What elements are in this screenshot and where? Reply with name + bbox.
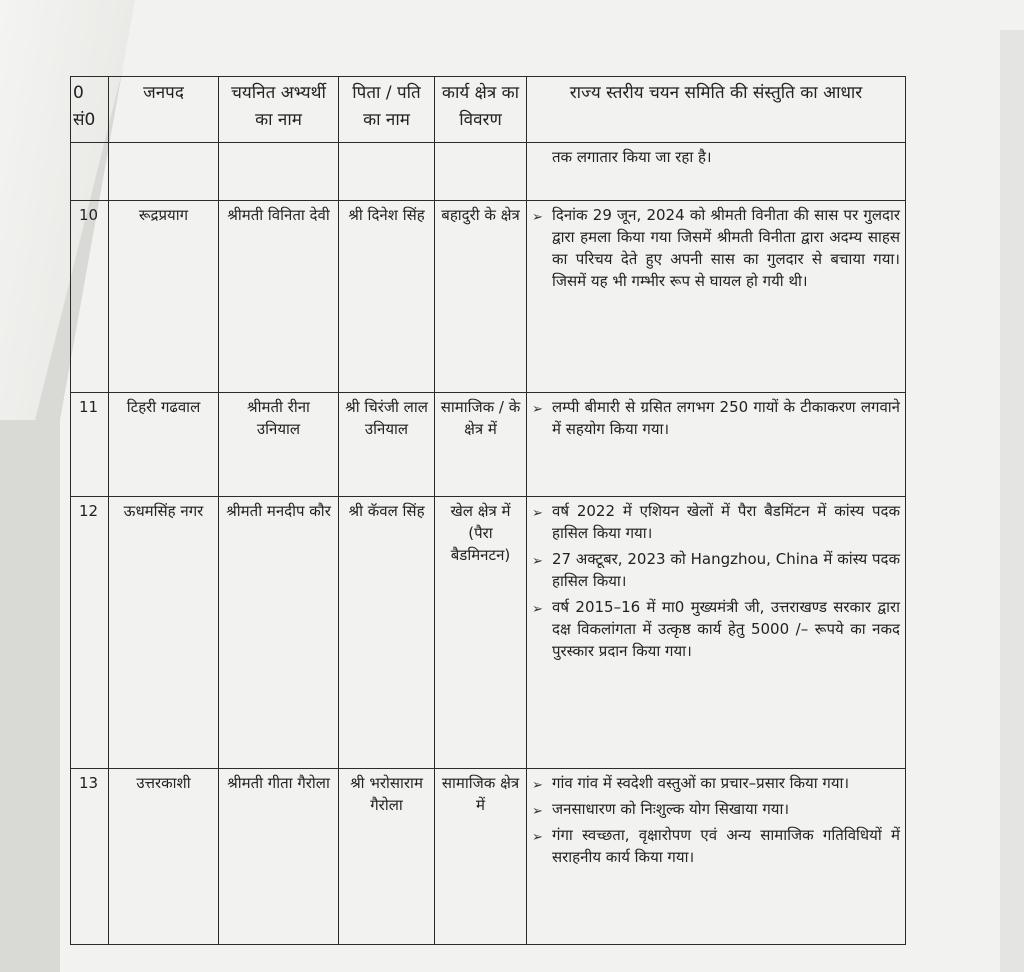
arrow-bullet-icon: ➢ — [532, 778, 543, 793]
basis-point: ➢ गंगा स्वच्छता, वृक्षारोपण एवं अन्य सामाजिक गतिविधियों में सराहनीय कार्य किया गया। — [532, 826, 900, 866]
district: रूद्रप्रयाग — [109, 201, 219, 393]
father-husband-name: श्री चिरंजी लाल उनियाल — [339, 393, 435, 497]
header-candidate-name: चयनित अभ्यर्थी का नाम — [219, 77, 339, 143]
serial-number: 12 — [71, 497, 109, 769]
table-row — [71, 497, 906, 769]
district: ऊधमसिंह नगर — [109, 497, 219, 769]
basis-points — [532, 772, 900, 868]
basis-point: ➢ लम्पी बीमारी से ग्रसित लगभग 250 गायों के टीकाकरण लगवाने में सहयोग किया गया। — [532, 398, 900, 438]
father-husband-name: श्री दिनेश सिंह — [339, 201, 435, 393]
work-area: सामाजिक क्षेत्र में — [435, 769, 527, 945]
header-father-husband-name: पिता / पति का नाम — [339, 77, 435, 143]
basis-point: ➢ वर्ष 2015–16 में मा0 मुख्यमंत्री जी, उत्तराखण्ड सरकार द्वारा दक्ष विकलांगता में उत्कृष्ठ कार्य हेतु 5000 /– रूपये का नकद पुरस्कार प्रदान किया गया। — [532, 598, 900, 660]
sheet-edge — [1000, 30, 1024, 972]
basis-point: ➢ गांव गांव में स्वदेशी वस्तुओं का प्रचार–प्रसार किया गया। — [532, 772, 900, 794]
district: टिहरी गढवाल — [109, 393, 219, 497]
serial-number: 10 — [71, 201, 109, 393]
basis-point: ➢ दिनांक 29 जून, 2024 को श्रीमती विनीता की सास पर गुलदार द्वारा हमला किया गया जिसमें श्रीमती विनीता द्वारा अदम्य साहस का परिचय देते हुए अपनी सास का गुलदार से बचाया गया। जिसमें यह भी गम्भीर रूप से घायल हो गयी थी। — [532, 206, 900, 290]
arrow-bullet-icon: ➢ — [532, 602, 543, 617]
work-area: सामाजिक / के क्षेत्र में — [435, 393, 527, 497]
candidate-name: श्रीमती मनदीप कौर — [219, 497, 339, 769]
arrow-bullet-icon: ➢ — [532, 402, 543, 417]
work-area: बहादुरी के क्षेत्र — [435, 201, 527, 393]
basis-points — [532, 204, 900, 292]
arrow-bullet-icon: ➢ — [532, 506, 543, 521]
table-row — [71, 769, 906, 945]
candidate-name: श्रीमती विनिता देवी — [219, 201, 339, 393]
basis-points — [532, 396, 900, 440]
arrow-bullet-icon: ➢ — [532, 830, 543, 845]
candidate-name: श्रीमती रीना उनियाल — [219, 393, 339, 497]
basis-points — [532, 500, 900, 662]
table-row — [71, 201, 906, 393]
serial-number: 13 — [71, 769, 109, 945]
arrow-bullet-icon: ➢ — [532, 210, 543, 225]
header-work-area: कार्य क्षेत्र का विवरण — [435, 77, 527, 143]
district: उत्तरकाशी — [109, 769, 219, 945]
awardees-table — [70, 76, 906, 945]
serial-number: 11 — [71, 393, 109, 497]
basis-point: ➢ वर्ष 2022 में एशियन खेलों में पैरा बैडमिंटन में कांस्य पदक हासिल किया गया। — [532, 502, 900, 542]
basis-point: ➢ जनसाधारण को निःशुल्क योग सिखाया गया। — [532, 798, 900, 820]
work-area: खेल क्षेत्र में (पैरा बैडमिनटन) — [435, 497, 527, 769]
candidate-name: श्रीमती गीता गैरोला — [219, 769, 339, 945]
header-selection-basis: राज्य स्तरीय चयन समिति की संस्तुति का आधार — [527, 77, 906, 143]
basis-point: ➢ 27 अक्टूबर, 2023 को Hangzhou, China में कांस्य पदक हासिल किया। — [532, 550, 900, 590]
continuation-text: तक लगातार किया जा रहा है। — [552, 148, 712, 166]
table-row — [71, 393, 906, 497]
table-row-continuation — [71, 143, 906, 201]
father-husband-name: श्री भरोसाराम गैरोला — [339, 769, 435, 945]
arrow-bullet-icon: ➢ — [532, 804, 543, 819]
arrow-bullet-icon: ➢ — [532, 554, 543, 569]
table-header-row — [71, 77, 906, 143]
header-district: जनपद — [109, 77, 219, 143]
header-serial-number: 0 सं0 — [71, 77, 109, 143]
father-husband-name: श्री कॅवल सिंह — [339, 497, 435, 769]
